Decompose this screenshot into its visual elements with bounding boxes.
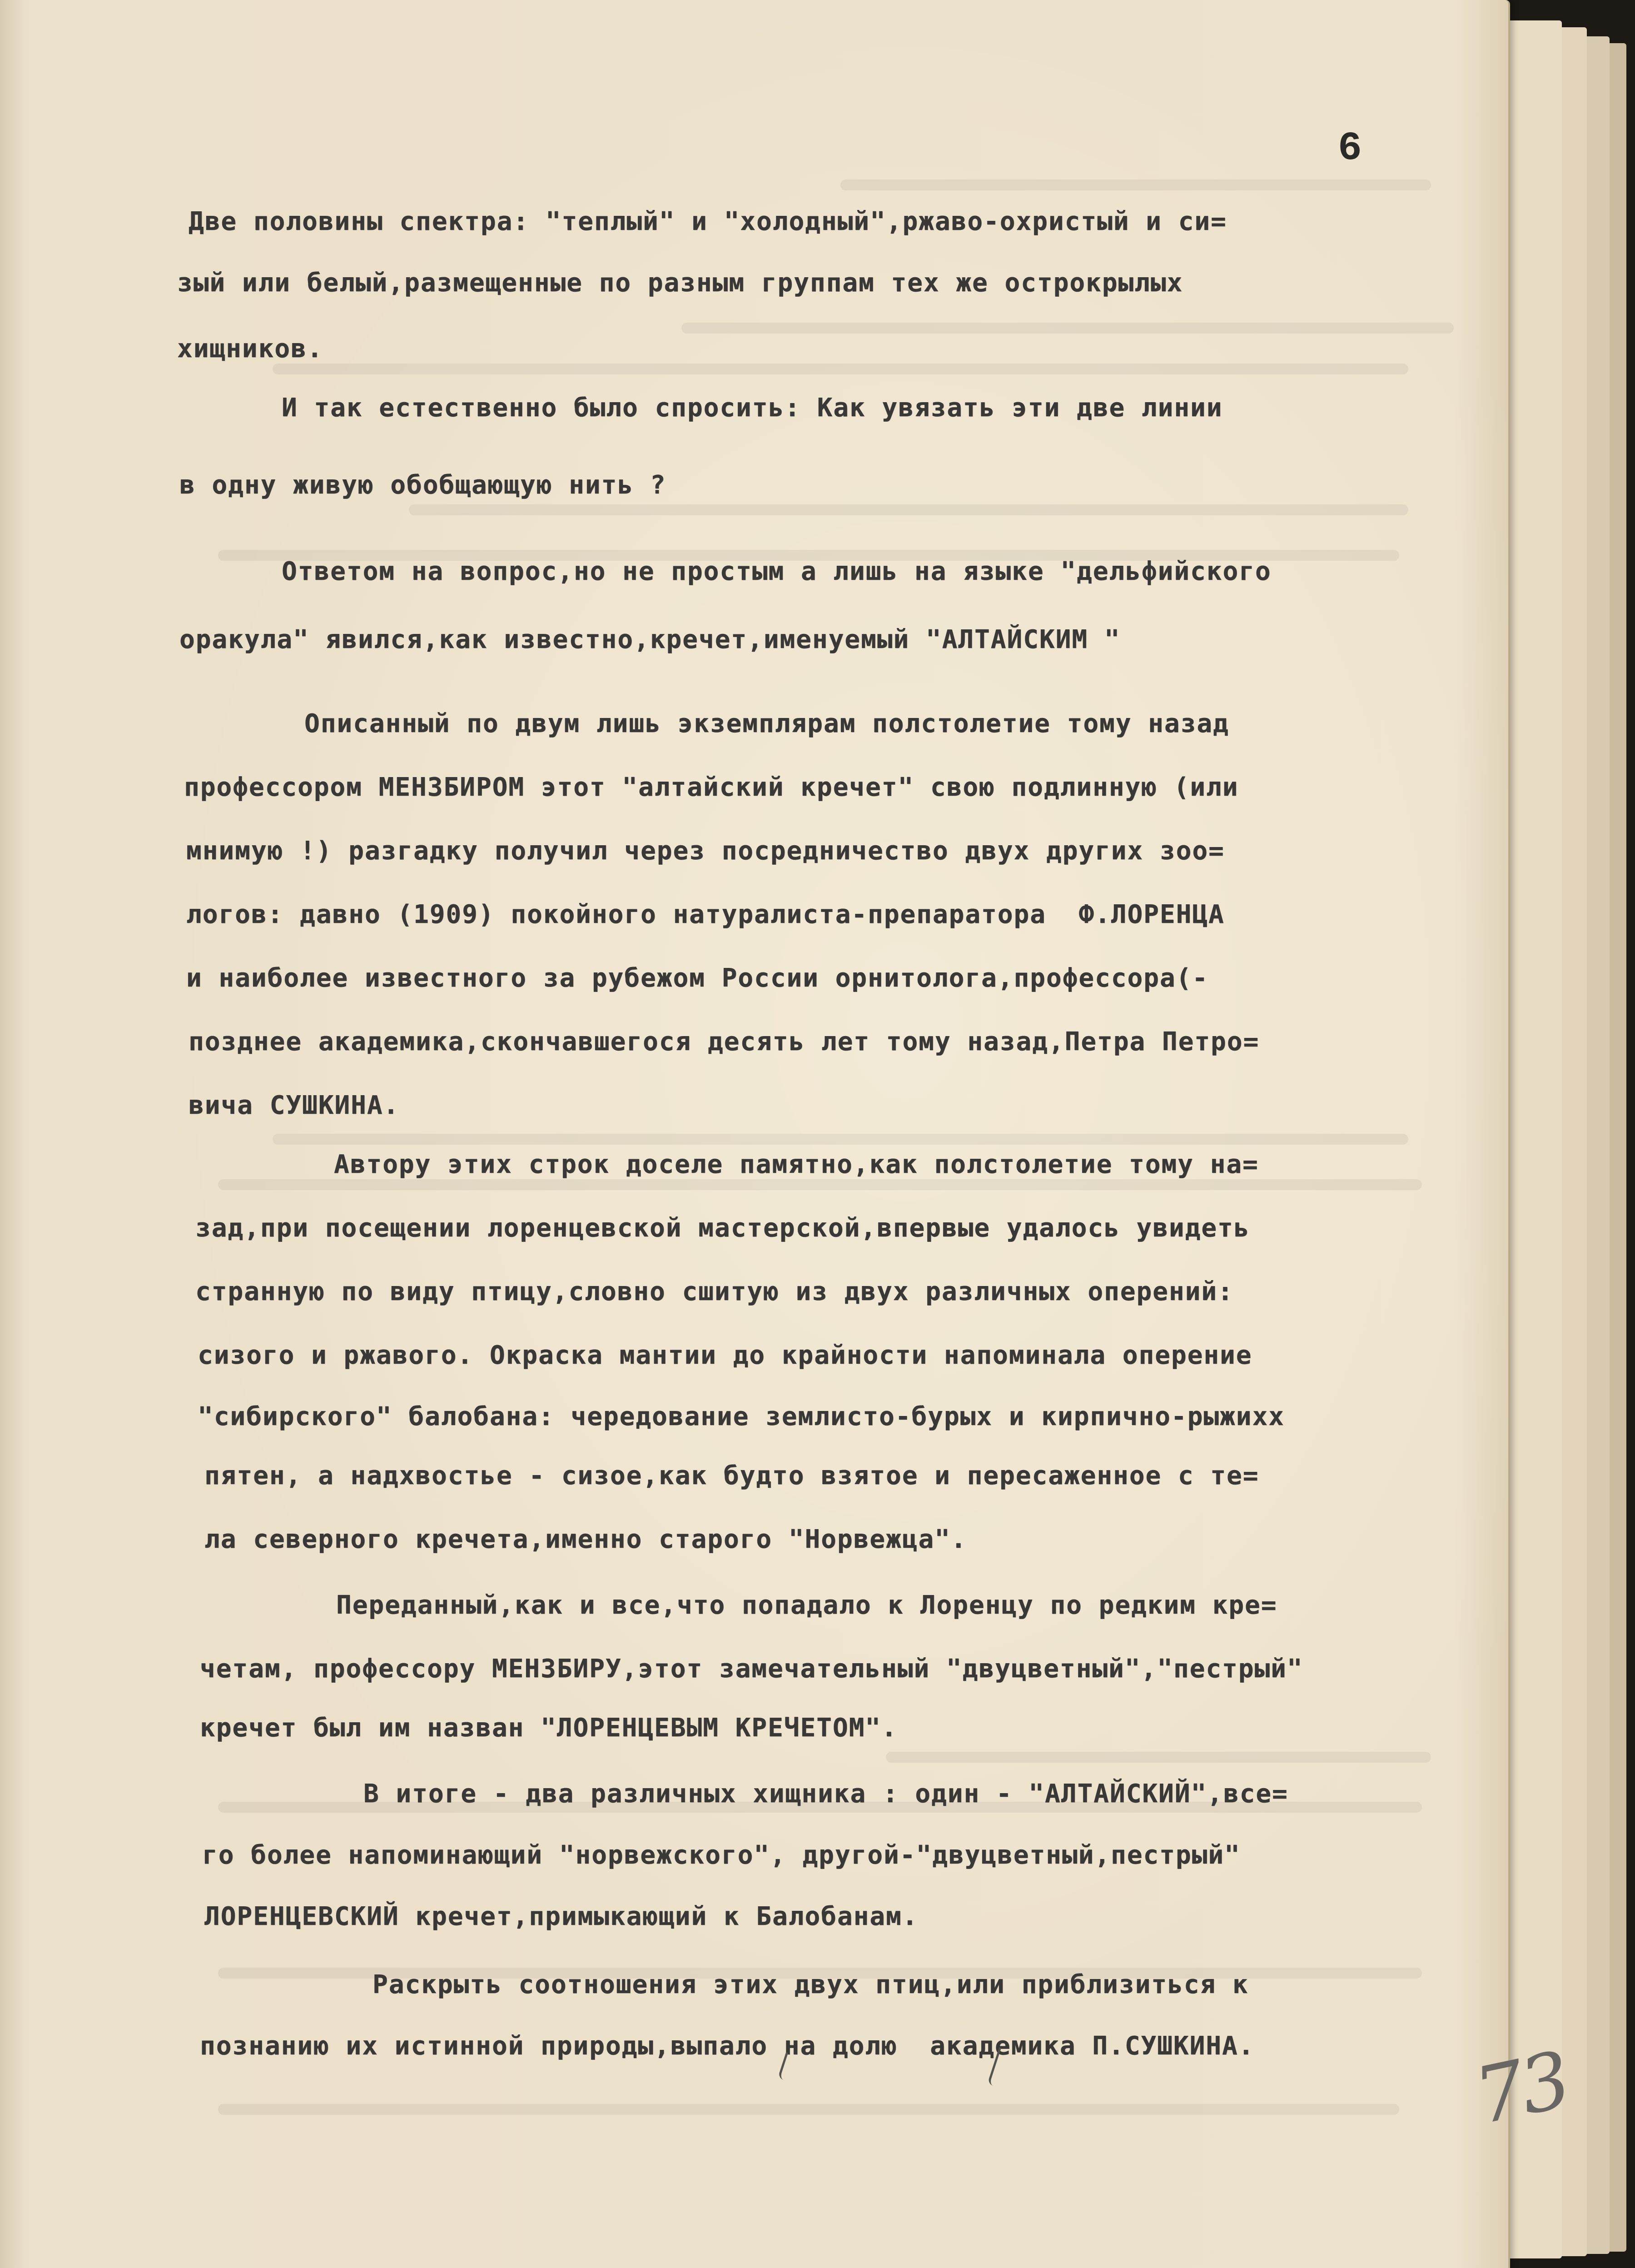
text-line: го более напоминающий "норвежского", другой-"двуцветный,пестрый"	[202, 1840, 1241, 1870]
text-line: ЛОРЕНЦЕВСКИЙ кречет,примыкающий к Балобанам.	[204, 1902, 919, 1931]
page-number: 6	[1338, 126, 1363, 171]
text-line: Ответом на вопрос,но не простым а лишь на языке "дельфийского	[282, 557, 1272, 586]
text-line: Две половины спектра: "теплый" и "холодный",ржаво-охристый и си=	[189, 207, 1227, 236]
text-line: профессором МЕНЗБИРОМ этот "алтайский кречет" свою подлинную (или	[184, 773, 1239, 802]
text-line: странную по виду птицу,словно сшитую из двух различных оперений:	[195, 1277, 1234, 1306]
text-line: Переданный,как и все,что попадало к Лоренцу по редким кре=	[336, 1590, 1277, 1620]
text-line: Раскрыть соотношения этих двух птиц,или приблизиться к	[373, 1970, 1249, 1999]
text-line: познанию их истинной природы,выпало на долю академика П.СУШКИНА.	[200, 2031, 1255, 2061]
text-line: мнимую !) разгадку получил через посредничество двух других зоо=	[186, 836, 1225, 866]
text-line: Описанный по двум лишь экземплярам полстолетие тому назад	[304, 709, 1229, 738]
text-line: хищников.	[177, 334, 323, 364]
archive-folio-number: 73	[1467, 2035, 1575, 2142]
text-line: логов: давно (1909) покойного натуралиста-препаратора Ф.ЛОРЕНЦА	[186, 900, 1225, 929]
text-line: "сибирского" балобана: чередование землисто-бурых и кирпично-рыжихх	[198, 1402, 1285, 1431]
text-line: пятен, а надхвостье - сизое,как будто взятое и пересаженное с те=	[204, 1461, 1259, 1490]
text-line: зый или белый,размещенные по разным группам тех же острокрылых	[177, 268, 1183, 298]
text-line: вича СУШКИНА.	[189, 1091, 400, 1120]
text-line: Автору этих строк доселе памятно,как полстолетие тому на=	[334, 1150, 1259, 1179]
text-line: и наиболее известного за рубежом России орнитолога,профессора(-	[186, 963, 1209, 993]
text-line: ла северного кречета,именно старого "Норвежца".	[204, 1525, 967, 1554]
text-line: кречет был им назван "ЛОРЕНЦЕВЫМ КРЕЧЕТОМ".	[200, 1713, 898, 1743]
text-line: четам, профессору МЕНЗБИРУ,этот замечательный "двуцветный","пестрый"	[200, 1654, 1303, 1684]
text-line: позднее академика,скончавшегося десять лет тому назад,Петра Петро=	[189, 1027, 1260, 1057]
text-line: зад,при посещении лоренцевской мастерской,впервые удалось увидеть	[195, 1213, 1250, 1243]
text-line: оракула" явился,как известно,кречет,именуемый "АЛТАЙСКИМ "	[179, 625, 1121, 654]
text-line: В итоге - два различных хищника : один - "АЛТАЙСКИЙ",все=	[363, 1779, 1288, 1809]
text-line: сизого и ржавого. Окраска мантии до крайности напоминала оперение	[198, 1341, 1252, 1370]
text-line: И так естественно было спросить: Как увязать эти две линии	[282, 393, 1223, 423]
text-line: в одну живую обобщающую нить ?	[179, 470, 666, 500]
